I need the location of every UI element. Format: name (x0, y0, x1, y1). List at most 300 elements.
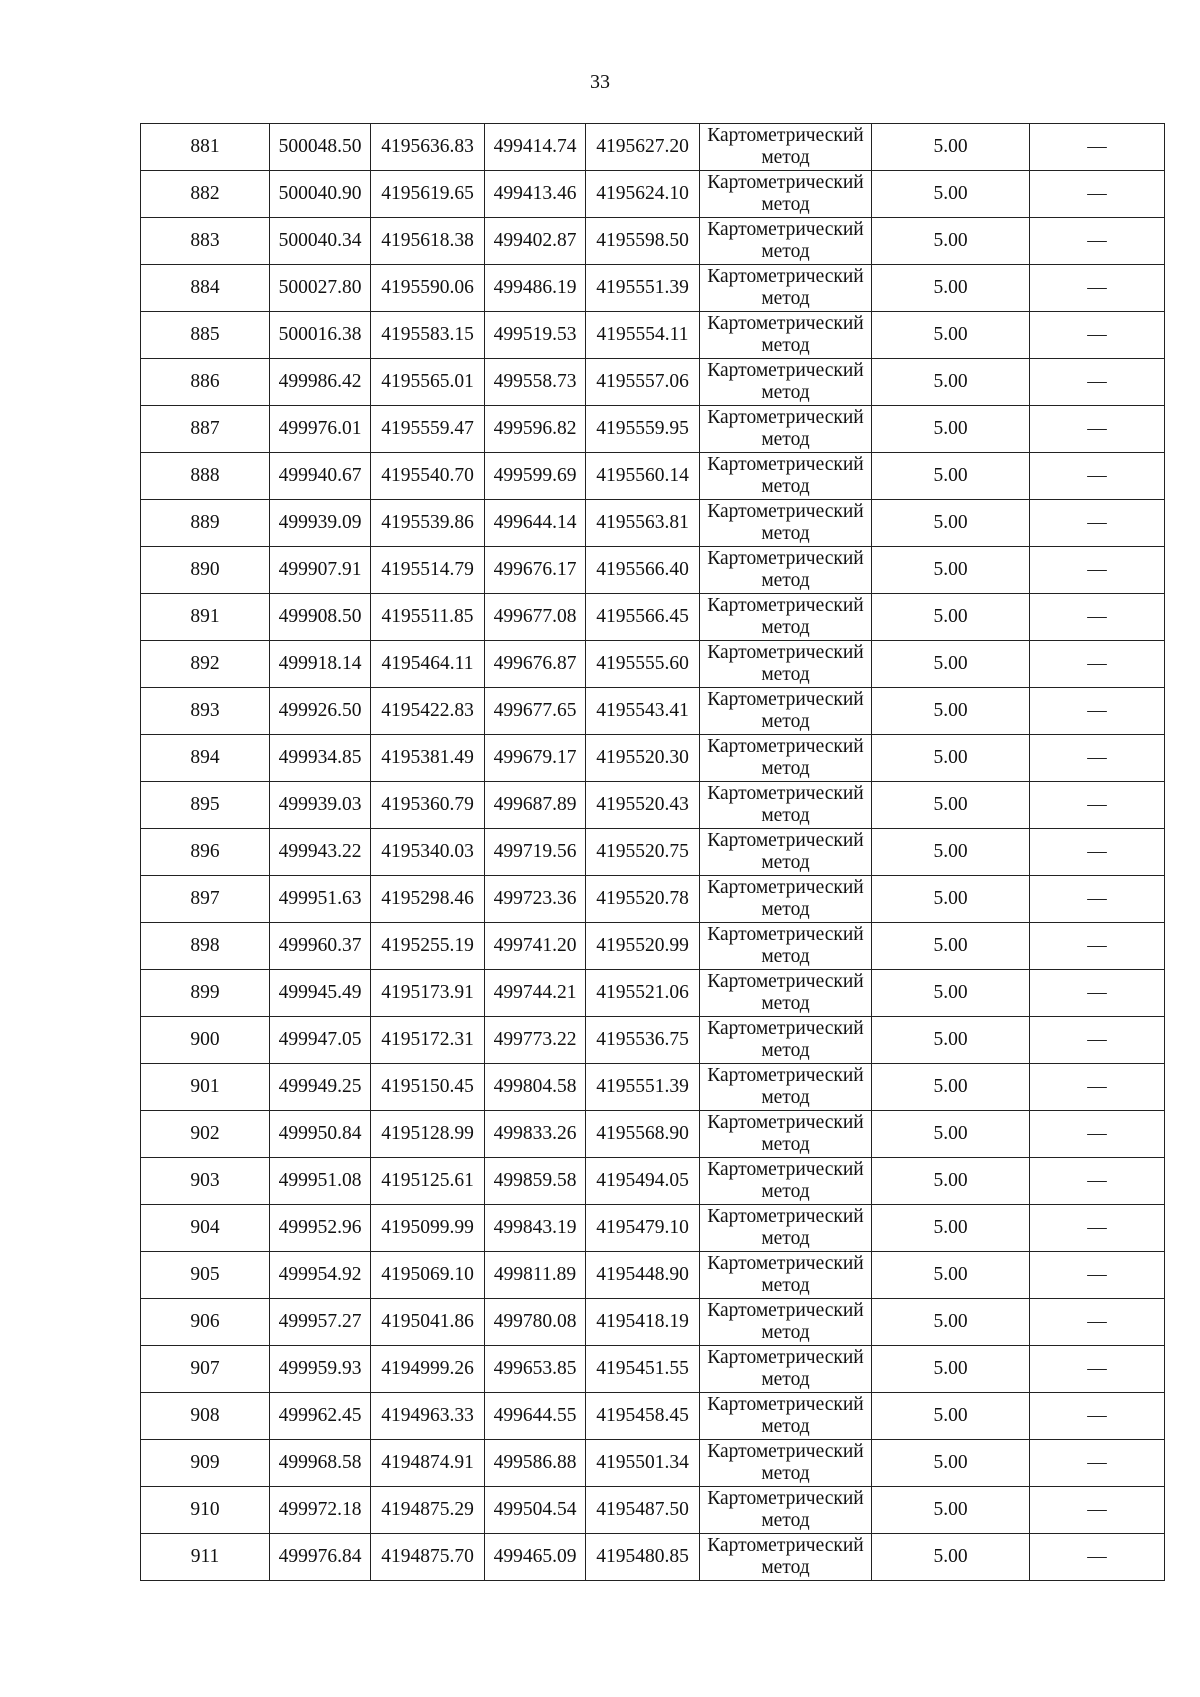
point-number-cell: 905 (141, 1252, 270, 1299)
x-after-cell: 499519.53 (485, 312, 586, 359)
coordinates-table (140, 123, 1165, 1581)
y-before-cell: 4194875.29 (371, 1487, 485, 1534)
y-after-cell: 4195557.06 (586, 359, 700, 406)
method-line-2: метод (761, 946, 810, 967)
point-number-cell: 889 (141, 500, 270, 547)
method-cell (700, 500, 872, 547)
x-before-cell: 499939.03 (270, 782, 371, 829)
note-cell: — (1030, 265, 1165, 312)
point-number-cell: 891 (141, 594, 270, 641)
method-cell (700, 1111, 872, 1158)
method-cell (700, 171, 872, 218)
note-cell: — (1030, 1346, 1165, 1393)
x-after-cell: 499741.20 (485, 923, 586, 970)
x-after-cell: 499644.14 (485, 500, 586, 547)
x-after-cell: 499719.56 (485, 829, 586, 876)
y-before-cell: 4195125.61 (371, 1158, 485, 1205)
y-after-cell: 4195563.81 (586, 500, 700, 547)
method-line-1: Картометрический (707, 1253, 864, 1274)
method-line-2: метод (761, 1040, 810, 1061)
table-row (141, 735, 1165, 782)
y-after-cell: 4195566.40 (586, 547, 700, 594)
note-cell: — (1030, 735, 1165, 782)
y-after-cell: 4195494.05 (586, 1158, 700, 1205)
method-line-1: Картометрический (707, 877, 864, 898)
page-number: 33 (590, 71, 610, 93)
y-before-cell: 4195172.31 (371, 1017, 485, 1064)
accuracy-cell: 5.00 (872, 1534, 1030, 1581)
x-after-cell: 499679.17 (485, 735, 586, 782)
method-line-1: Картометрический (707, 642, 864, 663)
point-number-cell: 885 (141, 312, 270, 359)
method-cell (700, 923, 872, 970)
note-cell: — (1030, 641, 1165, 688)
accuracy-cell: 5.00 (872, 1111, 1030, 1158)
x-after-cell: 499780.08 (485, 1299, 586, 1346)
note-cell: — (1030, 970, 1165, 1017)
x-after-cell: 499676.17 (485, 547, 586, 594)
y-before-cell: 4194875.70 (371, 1534, 485, 1581)
x-before-cell: 499968.58 (270, 1440, 371, 1487)
table-row (141, 876, 1165, 923)
note-cell: — (1030, 1534, 1165, 1581)
x-before-cell: 499954.92 (270, 1252, 371, 1299)
table-row (141, 1158, 1165, 1205)
method-cell (700, 688, 872, 735)
x-before-cell: 499907.91 (270, 547, 371, 594)
method-cell (700, 124, 872, 171)
x-after-cell: 499811.89 (485, 1252, 586, 1299)
y-after-cell: 4195598.50 (586, 218, 700, 265)
table-row (141, 923, 1165, 970)
method-line-2: метод (761, 1322, 810, 1343)
x-before-cell: 499934.85 (270, 735, 371, 782)
method-line-1: Картометрический (707, 1300, 864, 1321)
x-after-cell: 499687.89 (485, 782, 586, 829)
y-before-cell: 4195069.10 (371, 1252, 485, 1299)
x-before-cell: 499940.67 (270, 453, 371, 500)
y-after-cell: 4195520.78 (586, 876, 700, 923)
accuracy-cell: 5.00 (872, 265, 1030, 312)
y-before-cell: 4195340.03 (371, 829, 485, 876)
accuracy-cell: 5.00 (872, 641, 1030, 688)
table-row (141, 829, 1165, 876)
note-cell: — (1030, 782, 1165, 829)
method-line-2: метод (761, 476, 810, 497)
y-before-cell: 4195255.19 (371, 923, 485, 970)
note-cell: — (1030, 124, 1165, 171)
method-line-2: метод (761, 1181, 810, 1202)
method-line-1: Картометрический (707, 1206, 864, 1227)
point-number-cell: 901 (141, 1064, 270, 1111)
y-before-cell: 4195511.85 (371, 594, 485, 641)
accuracy-cell: 5.00 (872, 406, 1030, 453)
y-before-cell: 4195619.65 (371, 171, 485, 218)
y-before-cell: 4194874.91 (371, 1440, 485, 1487)
x-after-cell: 499465.09 (485, 1534, 586, 1581)
method-line-1: Картометрический (707, 313, 864, 334)
method-line-2: метод (761, 993, 810, 1014)
table-row (141, 171, 1165, 218)
method-line-2: метод (761, 1416, 810, 1437)
table-row (141, 782, 1165, 829)
x-before-cell: 499972.18 (270, 1487, 371, 1534)
x-before-cell: 499908.50 (270, 594, 371, 641)
table-row (141, 970, 1165, 1017)
point-number-cell: 908 (141, 1393, 270, 1440)
method-line-1: Картометрический (707, 454, 864, 475)
x-before-cell: 499950.84 (270, 1111, 371, 1158)
accuracy-cell: 5.00 (872, 735, 1030, 782)
x-before-cell: 499952.96 (270, 1205, 371, 1252)
note-cell: — (1030, 453, 1165, 500)
method-cell (700, 265, 872, 312)
x-after-cell: 499413.46 (485, 171, 586, 218)
point-number-cell: 886 (141, 359, 270, 406)
note-cell: — (1030, 1393, 1165, 1440)
x-after-cell: 499402.87 (485, 218, 586, 265)
x-before-cell: 499947.05 (270, 1017, 371, 1064)
accuracy-cell: 5.00 (872, 1487, 1030, 1534)
method-cell (700, 876, 872, 923)
y-after-cell: 4195536.75 (586, 1017, 700, 1064)
x-after-cell: 499677.65 (485, 688, 586, 735)
method-line-2: метод (761, 1087, 810, 1108)
method-cell (700, 1017, 872, 1064)
method-cell (700, 1299, 872, 1346)
y-after-cell: 4195559.95 (586, 406, 700, 453)
x-after-cell: 499586.88 (485, 1440, 586, 1487)
x-after-cell: 499644.55 (485, 1393, 586, 1440)
y-before-cell: 4195298.46 (371, 876, 485, 923)
method-line-2: метод (761, 758, 810, 779)
method-line-1: Картометрический (707, 1347, 864, 1368)
accuracy-cell: 5.00 (872, 970, 1030, 1017)
x-before-cell: 499986.42 (270, 359, 371, 406)
point-number-cell: 904 (141, 1205, 270, 1252)
table-row (141, 359, 1165, 406)
table-row (141, 1346, 1165, 1393)
y-before-cell: 4195583.15 (371, 312, 485, 359)
x-after-cell: 499744.21 (485, 970, 586, 1017)
y-before-cell: 4195422.83 (371, 688, 485, 735)
method-line-1: Картометрический (707, 219, 864, 240)
table-row (141, 406, 1165, 453)
method-line-1: Картометрический (707, 1112, 864, 1133)
method-cell (700, 594, 872, 641)
y-before-cell: 4195381.49 (371, 735, 485, 782)
x-before-cell: 500048.50 (270, 124, 371, 171)
accuracy-cell: 5.00 (872, 312, 1030, 359)
method-line-1: Картометрический (707, 971, 864, 992)
method-line-2: метод (761, 1463, 810, 1484)
note-cell: — (1030, 876, 1165, 923)
point-number-cell: 894 (141, 735, 270, 782)
note-cell: — (1030, 500, 1165, 547)
note-cell: — (1030, 594, 1165, 641)
x-before-cell: 499918.14 (270, 641, 371, 688)
method-line-1: Картометрический (707, 172, 864, 193)
accuracy-cell: 5.00 (872, 547, 1030, 594)
method-cell (700, 312, 872, 359)
accuracy-cell: 5.00 (872, 453, 1030, 500)
note-cell: — (1030, 1064, 1165, 1111)
x-after-cell: 499833.26 (485, 1111, 586, 1158)
y-before-cell: 4195041.86 (371, 1299, 485, 1346)
accuracy-cell: 5.00 (872, 124, 1030, 171)
method-line-1: Картометрический (707, 407, 864, 428)
method-line-2: метод (761, 805, 810, 826)
method-line-1: Картометрический (707, 736, 864, 757)
y-before-cell: 4195099.99 (371, 1205, 485, 1252)
x-before-cell: 500016.38 (270, 312, 371, 359)
table-row (141, 1111, 1165, 1158)
x-before-cell: 499962.45 (270, 1393, 371, 1440)
table-row (141, 641, 1165, 688)
note-cell: — (1030, 218, 1165, 265)
accuracy-cell: 5.00 (872, 1346, 1030, 1393)
y-after-cell: 4195520.75 (586, 829, 700, 876)
y-after-cell: 4195487.50 (586, 1487, 700, 1534)
x-after-cell: 499653.85 (485, 1346, 586, 1393)
x-after-cell: 499773.22 (485, 1017, 586, 1064)
y-before-cell: 4195464.11 (371, 641, 485, 688)
point-number-cell: 884 (141, 265, 270, 312)
point-number-cell: 911 (141, 1534, 270, 1581)
y-after-cell: 4195520.99 (586, 923, 700, 970)
method-line-2: метод (761, 1557, 810, 1578)
x-before-cell: 499957.27 (270, 1299, 371, 1346)
point-number-cell: 882 (141, 171, 270, 218)
method-line-1: Картометрический (707, 924, 864, 945)
method-line-2: метод (761, 147, 810, 168)
method-cell (700, 453, 872, 500)
point-number-cell: 887 (141, 406, 270, 453)
method-line-2: метод (761, 1275, 810, 1296)
y-before-cell: 4195590.06 (371, 265, 485, 312)
method-line-2: метод (761, 1228, 810, 1249)
accuracy-cell: 5.00 (872, 171, 1030, 218)
method-line-1: Картометрический (707, 1488, 864, 1509)
table-row (141, 312, 1165, 359)
table-row (141, 1393, 1165, 1440)
note-cell: — (1030, 688, 1165, 735)
y-after-cell: 4195451.55 (586, 1346, 700, 1393)
accuracy-cell: 5.00 (872, 923, 1030, 970)
note-cell: — (1030, 1205, 1165, 1252)
y-after-cell: 4195520.30 (586, 735, 700, 782)
point-number-cell: 888 (141, 453, 270, 500)
y-before-cell: 4195540.70 (371, 453, 485, 500)
x-before-cell: 499951.08 (270, 1158, 371, 1205)
note-cell: — (1030, 1299, 1165, 1346)
y-before-cell: 4195173.91 (371, 970, 485, 1017)
y-after-cell: 4195501.34 (586, 1440, 700, 1487)
method-line-1: Картометрический (707, 1159, 864, 1180)
method-cell (700, 1393, 872, 1440)
x-after-cell: 499599.69 (485, 453, 586, 500)
x-after-cell: 499859.58 (485, 1158, 586, 1205)
y-after-cell: 4195520.43 (586, 782, 700, 829)
y-before-cell: 4194963.33 (371, 1393, 485, 1440)
y-before-cell: 4195539.86 (371, 500, 485, 547)
table-row (141, 688, 1165, 735)
point-number-cell: 910 (141, 1487, 270, 1534)
x-after-cell: 499504.54 (485, 1487, 586, 1534)
table-row (141, 124, 1165, 171)
method-line-1: Картометрический (707, 1535, 864, 1556)
table-row (141, 1017, 1165, 1064)
table-row (141, 453, 1165, 500)
accuracy-cell: 5.00 (872, 1440, 1030, 1487)
point-number-cell: 903 (141, 1158, 270, 1205)
method-cell (700, 1534, 872, 1581)
table-row (141, 594, 1165, 641)
y-after-cell: 4195554.11 (586, 312, 700, 359)
method-line-1: Картометрический (707, 783, 864, 804)
accuracy-cell: 5.00 (872, 500, 1030, 547)
accuracy-cell: 5.00 (872, 1205, 1030, 1252)
method-cell (700, 218, 872, 265)
y-after-cell: 4195568.90 (586, 1111, 700, 1158)
note-cell: — (1030, 406, 1165, 453)
point-number-cell: 893 (141, 688, 270, 735)
point-number-cell: 896 (141, 829, 270, 876)
accuracy-cell: 5.00 (872, 688, 1030, 735)
method-line-2: метод (761, 899, 810, 920)
y-before-cell: 4194999.26 (371, 1346, 485, 1393)
method-line-2: метод (761, 852, 810, 873)
method-line-2: метод (761, 1369, 810, 1390)
method-cell (700, 1064, 872, 1111)
x-after-cell: 499676.87 (485, 641, 586, 688)
method-cell (700, 547, 872, 594)
point-number-cell: 892 (141, 641, 270, 688)
y-after-cell: 4195560.14 (586, 453, 700, 500)
point-number-cell: 900 (141, 1017, 270, 1064)
method-cell (700, 1487, 872, 1534)
y-after-cell: 4195627.20 (586, 124, 700, 171)
x-after-cell: 499677.08 (485, 594, 586, 641)
method-line-2: метод (761, 429, 810, 450)
x-after-cell: 499843.19 (485, 1205, 586, 1252)
y-after-cell: 4195458.45 (586, 1393, 700, 1440)
x-after-cell: 499723.36 (485, 876, 586, 923)
x-before-cell: 500040.90 (270, 171, 371, 218)
method-line-2: метод (761, 523, 810, 544)
note-cell: — (1030, 171, 1165, 218)
y-after-cell: 4195624.10 (586, 171, 700, 218)
method-line-1: Картометрический (707, 266, 864, 287)
note-cell: — (1030, 547, 1165, 594)
accuracy-cell: 5.00 (872, 829, 1030, 876)
method-cell (700, 359, 872, 406)
accuracy-cell: 5.00 (872, 594, 1030, 641)
accuracy-cell: 5.00 (872, 1393, 1030, 1440)
accuracy-cell: 5.00 (872, 1017, 1030, 1064)
accuracy-cell: 5.00 (872, 782, 1030, 829)
y-before-cell: 4195559.47 (371, 406, 485, 453)
method-cell (700, 1440, 872, 1487)
note-cell: — (1030, 1440, 1165, 1487)
y-before-cell: 4195360.79 (371, 782, 485, 829)
table-row (141, 1487, 1165, 1534)
x-before-cell: 499959.93 (270, 1346, 371, 1393)
x-after-cell: 499414.74 (485, 124, 586, 171)
table-row (141, 1064, 1165, 1111)
method-line-2: метод (761, 1134, 810, 1155)
method-line-2: метод (761, 241, 810, 262)
point-number-cell: 909 (141, 1440, 270, 1487)
method-line-1: Картометрический (707, 595, 864, 616)
x-before-cell: 499945.49 (270, 970, 371, 1017)
x-before-cell: 499949.25 (270, 1064, 371, 1111)
y-after-cell: 4195543.41 (586, 688, 700, 735)
method-line-1: Картометрический (707, 689, 864, 710)
accuracy-cell: 5.00 (872, 1299, 1030, 1346)
point-number-cell: 895 (141, 782, 270, 829)
method-cell (700, 970, 872, 1017)
method-line-2: метод (761, 335, 810, 356)
point-number-cell: 881 (141, 124, 270, 171)
method-cell (700, 782, 872, 829)
note-cell: — (1030, 312, 1165, 359)
accuracy-cell: 5.00 (872, 876, 1030, 923)
x-before-cell: 499939.09 (270, 500, 371, 547)
method-line-2: метод (761, 570, 810, 591)
table-row (141, 218, 1165, 265)
method-cell (700, 1346, 872, 1393)
point-number-cell: 899 (141, 970, 270, 1017)
y-before-cell: 4195150.45 (371, 1064, 485, 1111)
accuracy-cell: 5.00 (872, 1064, 1030, 1111)
method-line-2: метод (761, 194, 810, 215)
method-line-2: метод (761, 1510, 810, 1531)
method-line-1: Картометрический (707, 1065, 864, 1086)
y-after-cell: 4195448.90 (586, 1252, 700, 1299)
x-before-cell: 500027.80 (270, 265, 371, 312)
y-before-cell: 4195128.99 (371, 1111, 485, 1158)
method-line-2: метод (761, 382, 810, 403)
table-row (141, 1252, 1165, 1299)
method-line-1: Картометрический (707, 360, 864, 381)
x-after-cell: 499596.82 (485, 406, 586, 453)
accuracy-cell: 5.00 (872, 1158, 1030, 1205)
table-row (141, 1440, 1165, 1487)
method-line-1: Картометрический (707, 125, 864, 146)
method-line-1: Картометрический (707, 548, 864, 569)
y-after-cell: 4195551.39 (586, 1064, 700, 1111)
y-before-cell: 4195565.01 (371, 359, 485, 406)
y-after-cell: 4195479.10 (586, 1205, 700, 1252)
y-after-cell: 4195521.06 (586, 970, 700, 1017)
note-cell: — (1030, 1017, 1165, 1064)
table-row (141, 1534, 1165, 1581)
point-number-cell: 897 (141, 876, 270, 923)
method-line-2: метод (761, 711, 810, 732)
y-after-cell: 4195566.45 (586, 594, 700, 641)
y-before-cell: 4195636.83 (371, 124, 485, 171)
note-cell: — (1030, 1111, 1165, 1158)
x-before-cell: 499960.37 (270, 923, 371, 970)
accuracy-cell: 5.00 (872, 1252, 1030, 1299)
method-line-2: метод (761, 288, 810, 309)
method-line-1: Картометрический (707, 501, 864, 522)
method-cell (700, 1158, 872, 1205)
note-cell: — (1030, 923, 1165, 970)
point-number-cell: 902 (141, 1111, 270, 1158)
method-line-1: Картометрический (707, 1441, 864, 1462)
